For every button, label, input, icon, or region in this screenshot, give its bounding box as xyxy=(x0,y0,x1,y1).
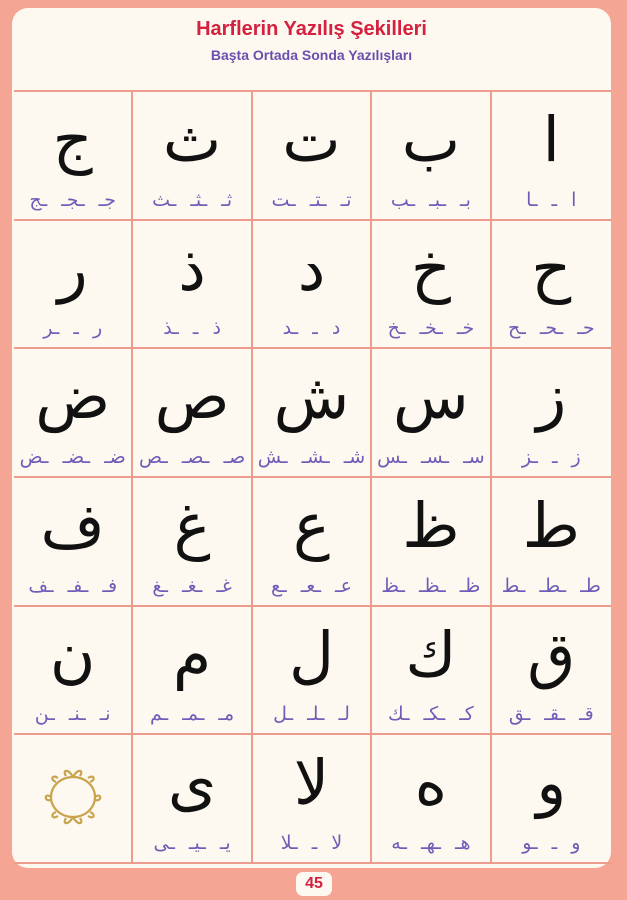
letter-isolated: س xyxy=(393,360,469,434)
letter-forms: و ـ ـو xyxy=(522,832,581,854)
letter-forms: ذ ـ ـذ xyxy=(163,317,221,340)
letter-forms: لا ـ ـلا xyxy=(280,832,343,854)
letter-cell xyxy=(14,221,133,350)
letter-cell xyxy=(14,92,133,221)
letter-isolated: ج xyxy=(52,103,93,176)
letter-cell xyxy=(253,221,372,350)
letter-forms: ر ـ ـر xyxy=(43,317,103,340)
letter-cell xyxy=(492,607,611,736)
letter-isolated: ع xyxy=(292,489,330,562)
letter-cell xyxy=(133,607,252,736)
letter-forms: عـ ـعـ ـع xyxy=(271,574,352,597)
letter-isolated: ب xyxy=(401,103,461,176)
letter-cell xyxy=(372,92,491,221)
letter-cell xyxy=(253,607,372,736)
letter-cell xyxy=(253,735,372,864)
letter-isolated: ر xyxy=(57,231,88,305)
letter-isolated: م xyxy=(172,617,212,691)
letter-cell xyxy=(492,478,611,607)
letter-cell xyxy=(14,478,133,607)
letter-cell xyxy=(492,735,611,864)
letter-forms: يـ ـيـ ـى xyxy=(153,832,231,854)
letter-cell xyxy=(492,349,611,478)
letter-forms: نـ ـنـ ـن xyxy=(34,703,111,726)
letter-cell xyxy=(492,92,611,221)
page-title: Harflerin Yazılış Şekilleri xyxy=(196,18,427,40)
letter-forms: ضـ ـضـ ـض xyxy=(19,446,126,468)
letter-forms: ا ـ ـا xyxy=(526,188,577,211)
letter-forms: قـ ـقـ ـق xyxy=(508,703,594,726)
letter-forms: تـ ـتـ ـت xyxy=(271,188,352,211)
letter-cell xyxy=(133,478,252,607)
letter-isolated: ى xyxy=(167,746,217,820)
letter-isolated: ك xyxy=(405,617,457,691)
letter-cell xyxy=(253,349,372,478)
letter-forms: هـ ـهـ ـه xyxy=(391,832,471,854)
letter-forms: كـ ـكـ ـك xyxy=(387,703,474,726)
letter-isolated: ظ xyxy=(402,489,460,562)
letter-forms: سـ ـسـ ـس xyxy=(377,446,485,468)
letter-forms: جـ ـجـ ـج xyxy=(29,188,116,211)
letter-forms: ثـ ـثـ ـث xyxy=(152,188,233,211)
letter-cell xyxy=(372,735,491,864)
letter-cell xyxy=(372,221,491,350)
letter-isolated: ذ xyxy=(178,231,206,305)
letter-isolated: ط xyxy=(522,489,580,562)
ornament-icon xyxy=(42,762,104,836)
letter-isolated: ل xyxy=(288,617,335,691)
letter-isolated: ث xyxy=(162,103,222,176)
letter-grid xyxy=(14,90,611,864)
letter-cell xyxy=(133,221,252,350)
letter-cell xyxy=(492,221,611,350)
letter-cell xyxy=(372,478,491,607)
letter-forms: ظـ ـظـ ـظ xyxy=(381,574,481,597)
letter-isolated: د xyxy=(297,231,326,305)
letter-isolated: ف xyxy=(40,489,105,562)
letter-isolated: ص xyxy=(154,360,230,434)
letter-isolated: ح xyxy=(531,231,572,305)
letter-isolated: و xyxy=(536,746,567,820)
letter-forms: طـ ـطـ ـط xyxy=(501,574,601,597)
letter-forms: شـ ـشـ ـش xyxy=(257,446,366,468)
letter-forms: بـ ـبـ ـب xyxy=(390,188,471,211)
letter-cell xyxy=(253,92,372,221)
letter-cell xyxy=(14,349,133,478)
letter-cell xyxy=(133,735,252,864)
letter-isolated: ه xyxy=(414,746,448,820)
letter-isolated: ض xyxy=(35,360,111,434)
letter-cell xyxy=(372,607,491,736)
letter-isolated: ا xyxy=(542,103,560,176)
letter-isolated: ت xyxy=(282,103,341,176)
letter-forms: فـ ـفـ ـف xyxy=(28,574,118,597)
letter-forms: د ـ ـد xyxy=(282,317,341,340)
letter-forms: لـ ـلـ ـل xyxy=(273,703,350,726)
page-subtitle: Başta Ortada Sonda Yazılışları xyxy=(210,47,413,63)
letter-isolated: غ xyxy=(173,489,211,562)
letter-cell xyxy=(372,349,491,478)
letter-isolated: ن xyxy=(49,617,96,691)
alphabet-card xyxy=(12,8,611,868)
letter-forms: حـ ـحـ ـح xyxy=(507,317,595,340)
letter-forms: خـ ـخـ ـخ xyxy=(387,317,475,340)
letter-forms: مـ ـمـ ـم xyxy=(150,703,235,726)
letter-isolated: ق xyxy=(527,617,576,691)
letter-cell xyxy=(14,607,133,736)
page-number: 45 xyxy=(296,872,332,896)
letter-cell xyxy=(253,478,372,607)
letter-isolated: ش xyxy=(273,360,350,434)
letter-forms: صـ ـصـ ـص xyxy=(138,446,246,468)
letter-cell xyxy=(133,349,252,478)
letter-isolated: خ xyxy=(410,231,451,305)
letter-forms: ز ـ ـز xyxy=(521,446,581,468)
letter-cell xyxy=(133,92,252,221)
letter-isolated: ز xyxy=(536,360,567,434)
letter-isolated: لا xyxy=(293,746,330,820)
letter-forms: غـ ـغـ ـغ xyxy=(152,574,232,597)
letter-cell xyxy=(14,735,133,864)
